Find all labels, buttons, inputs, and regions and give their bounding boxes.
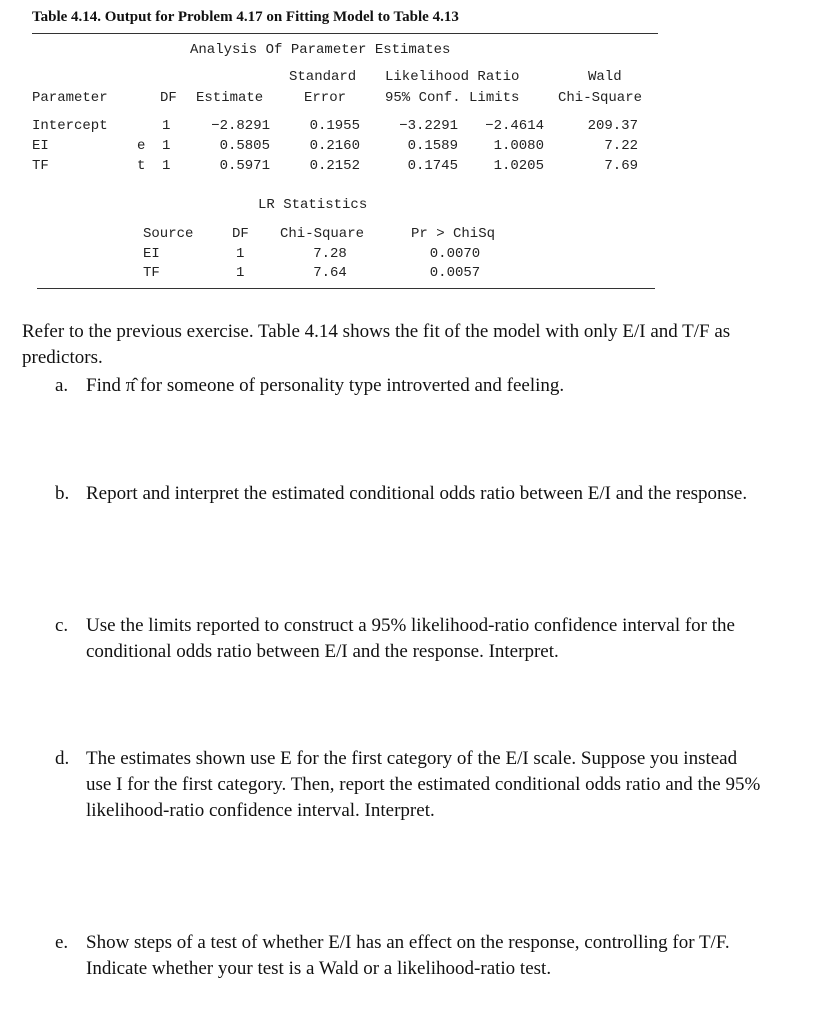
param-lower: 0.1589 <box>407 138 458 154</box>
param-name: TF <box>32 158 49 174</box>
param-df: 1 <box>162 158 171 174</box>
param-wald: 209.37 <box>587 118 638 134</box>
param-name: EI <box>32 138 49 154</box>
lr-chi-square: 7.64 <box>313 265 347 281</box>
item-letter: d. <box>55 748 70 769</box>
item-letter: b. <box>55 483 70 504</box>
item-letter: a. <box>55 375 69 396</box>
lr-header-chi-square: Chi-Square <box>280 226 365 242</box>
table-top-rule <box>32 33 658 34</box>
header-wald: Wald <box>588 69 622 85</box>
param-se: 0.2160 <box>309 138 360 154</box>
header-chi-square: Chi-Square <box>558 90 643 106</box>
header-standard: Standard <box>289 69 357 85</box>
param-name: Intercept <box>32 118 108 134</box>
item-letter: e. <box>55 932 69 953</box>
lr-header-df: DF <box>232 226 249 242</box>
lr-title: LR Statistics <box>258 197 368 213</box>
header-conf-limits: 95% Conf. Limits <box>385 90 520 106</box>
lr-df: 1 <box>236 265 245 281</box>
param-wald: 7.69 <box>604 158 638 174</box>
param-df: 1 <box>162 138 171 154</box>
table-bottom-rule <box>37 288 655 289</box>
item-text: The estimates shown use E for the first category of the E/I scale. Suppose you instead use I for the first category. Then, report the estimated conditional odds ratio and the 95% likelihood-ratio confidence interval. Interpret. <box>86 748 761 821</box>
section-title: Analysis Of Parameter Estimates <box>190 42 451 58</box>
param-level: e <box>137 138 146 154</box>
intro-paragraph: Refer to the previous exercise. Table 4.14 shows the fit of the model with only E/I and T/F as predictors. <box>22 321 731 368</box>
param-upper: 1.0205 <box>493 158 544 174</box>
param-estimate: 0.5805 <box>219 138 270 154</box>
header-error: Error <box>304 90 347 106</box>
item-text: Report and interpret the estimated conditional odds ratio between E/I and the response. <box>86 483 748 504</box>
param-se: 0.1955 <box>309 118 360 134</box>
param-estimate: 0.5971 <box>219 158 270 174</box>
header-df: DF <box>160 90 177 106</box>
param-upper: −2.4614 <box>485 118 544 134</box>
lr-p-value: 0.0057 <box>429 265 481 281</box>
lr-header-p-value: Pr > ChiSq <box>411 226 496 242</box>
item-text: Find π̂ for someone of personality type introverted and feeling. <box>86 375 565 396</box>
header-estimate: Estimate <box>196 90 264 106</box>
header-likelihood-ratio: Likelihood Ratio <box>385 69 520 85</box>
param-wald: 7.22 <box>604 138 638 154</box>
lr-source: EI <box>143 246 160 262</box>
lr-chi-square: 7.28 <box>313 246 347 262</box>
item-text: Show steps of a test of whether E/I has an effect on the response, controlling for T/F. Indicate whether your test is a Wald or a likelihood-ratio test. <box>86 932 730 979</box>
param-se: 0.2152 <box>309 158 360 174</box>
param-level: t <box>137 158 146 174</box>
param-upper: 1.0080 <box>493 138 544 154</box>
param-lower: 0.1745 <box>407 158 458 174</box>
table-caption: Table 4.14. Output for Problem 4.17 on Fitting Model to Table 4.13 <box>32 9 459 25</box>
param-estimate: −2.8291 <box>211 118 270 134</box>
item-text: Use the limits reported to construct a 95% likelihood-ratio confidence interval for the conditional odds ratio between E/I and the response. Interpret. <box>86 615 735 662</box>
lr-df: 1 <box>236 246 245 262</box>
param-lower: −3.2291 <box>399 118 458 134</box>
param-df: 1 <box>162 118 171 134</box>
lr-header-source: Source <box>143 226 194 242</box>
item-letter: c. <box>55 615 69 636</box>
lr-p-value: 0.0070 <box>429 246 481 262</box>
header-parameter: Parameter <box>32 90 108 106</box>
lr-source: TF <box>143 265 160 281</box>
